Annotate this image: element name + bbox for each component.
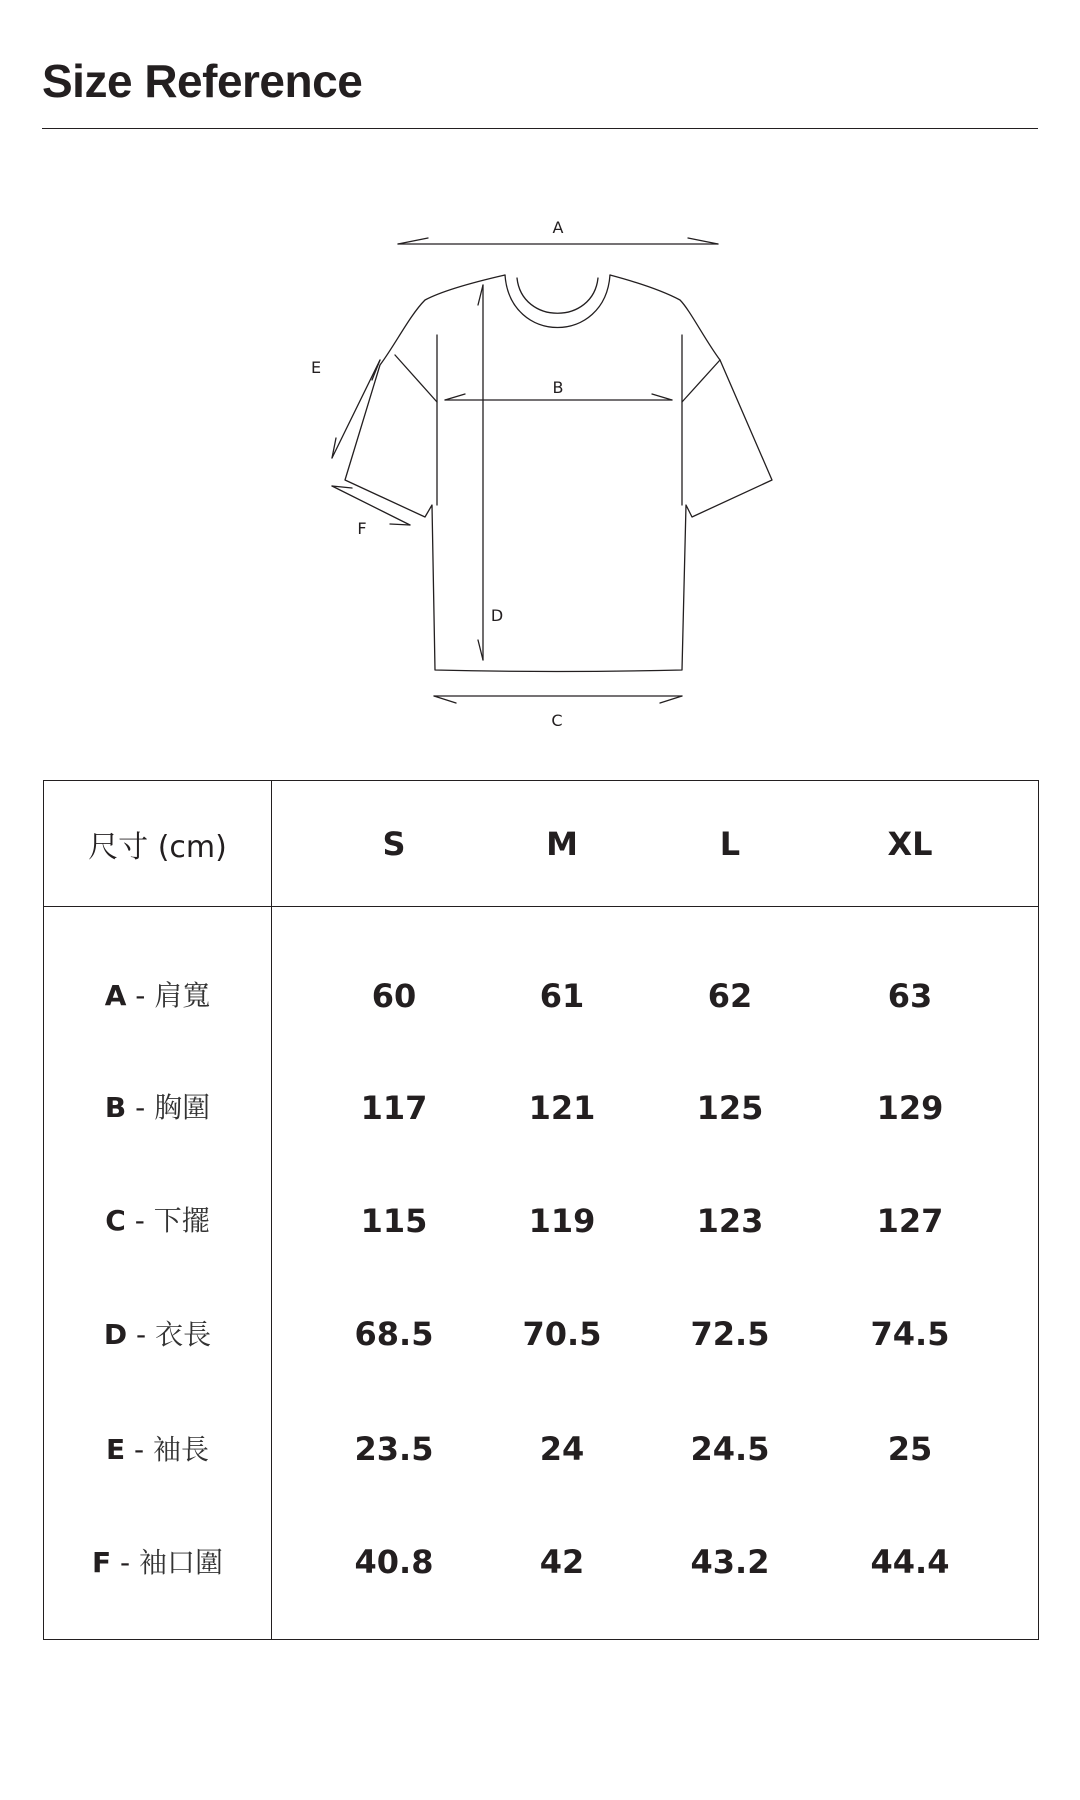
table-cell: 40.8 [354, 1543, 434, 1581]
table-cell: 129 [876, 1089, 944, 1127]
table-cell: 125 [696, 1089, 764, 1127]
size-header-m: M [546, 825, 578, 863]
size-header-xl: XL [887, 825, 933, 863]
table-cell: 70.5 [522, 1315, 602, 1353]
diagram-label-d: D [490, 606, 504, 625]
title-divider [42, 128, 1038, 129]
table-cell: 62 [707, 977, 753, 1015]
table-cell: 123 [696, 1202, 764, 1240]
collar-inner [517, 278, 598, 313]
size-header-l: L [719, 825, 741, 863]
row-label-e: E - 袖長 [105, 1433, 210, 1466]
row-label-a: A - 肩寬 [104, 979, 211, 1012]
row-label-d: D - 衣長 [103, 1318, 212, 1351]
table-cell: 68.5 [354, 1315, 434, 1353]
diagram-label-a: A [552, 218, 564, 237]
tshirt-measurement-diagram [0, 200, 1080, 760]
table-cell: 60 [371, 977, 417, 1015]
table-cell: 24.5 [690, 1430, 770, 1468]
table-cell: 25 [887, 1430, 933, 1468]
tshirt-outline [345, 275, 772, 672]
table-cell: 23.5 [354, 1430, 434, 1468]
diagram-label-f: F [357, 519, 367, 538]
right-armhole-seam [682, 360, 720, 402]
table-cell: 72.5 [690, 1315, 770, 1353]
table-cell: 121 [528, 1089, 596, 1127]
row-label-c: C - 下擺 [105, 1204, 210, 1237]
table-cell: 24 [539, 1430, 585, 1468]
table-cell: 43.2 [690, 1543, 770, 1581]
table-cell: 63 [887, 977, 933, 1015]
table-header-divider [44, 906, 1038, 907]
table-cell: 119 [528, 1202, 596, 1240]
table-column-divider [271, 781, 272, 1639]
row-label-f: F - 袖口圍 [91, 1546, 224, 1579]
size-header-s: S [382, 825, 406, 863]
row-label-b: B - 胸圍 [104, 1091, 211, 1124]
table-cell: 127 [876, 1202, 944, 1240]
left-armhole-seam [395, 355, 437, 402]
table-cell: 44.4 [870, 1543, 950, 1581]
size-header-label: 尺寸 (cm) [88, 829, 227, 865]
collar-outer [505, 275, 610, 328]
table-cell: 74.5 [870, 1315, 950, 1353]
table-cell: 42 [539, 1543, 585, 1581]
page-title: Size Reference [42, 55, 363, 107]
diagram-label-e: E [310, 358, 322, 377]
table-cell: 61 [539, 977, 585, 1015]
table-cell: 117 [360, 1089, 428, 1127]
size-table [43, 780, 1039, 1640]
diagram-label-c: C [551, 711, 563, 730]
table-cell: 115 [360, 1202, 428, 1240]
diagram-label-b: B [552, 378, 564, 397]
